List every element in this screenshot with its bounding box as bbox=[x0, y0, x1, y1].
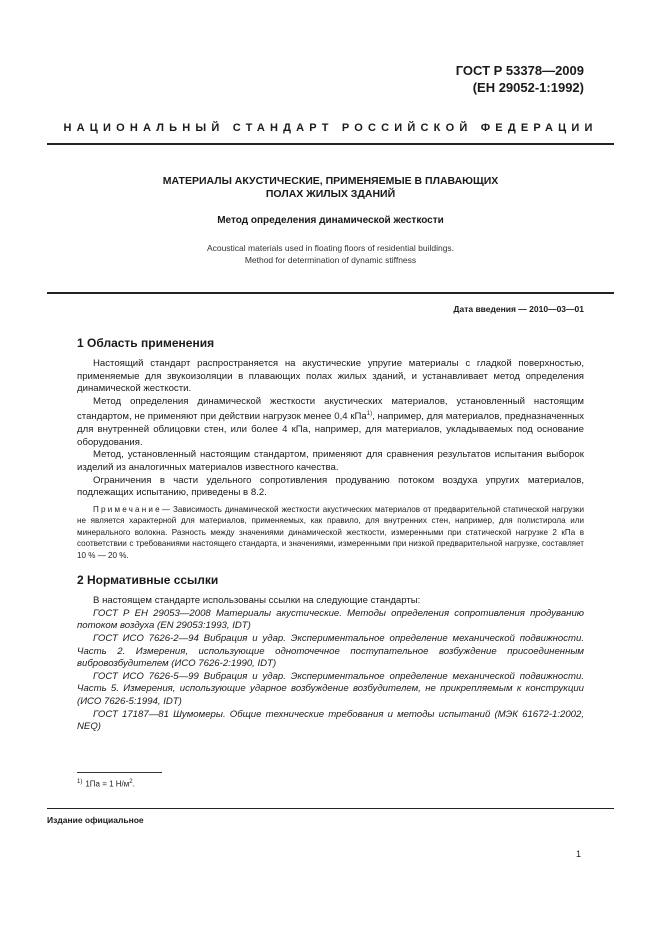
reference-code: ГОСТ ИСО 7626-5—99 bbox=[93, 670, 199, 682]
reference-code: ГОСТ Р ЕН 29053—2008 bbox=[93, 607, 211, 619]
title-line-2: ПОЛАХ ЖИЛЫХ ЗДАНИЙ bbox=[265, 188, 396, 200]
reference-code: ГОСТ ИСО 7626-2—94 bbox=[93, 633, 199, 644]
date-introduced: Дата введения — 2010—03—01 bbox=[453, 304, 584, 314]
footnote-exponent: 2 bbox=[129, 778, 133, 785]
bottom-divider bbox=[47, 808, 614, 809]
footnote-divider bbox=[77, 772, 162, 773]
section-1-note bbox=[77, 504, 584, 562]
p2-text-a: Метод определения динамической жесткости акустических материалов, установленный настоящим стандартом, не применяют при действии нагрузок менее 0,4 кПа bbox=[77, 395, 584, 423]
document-title-en bbox=[77, 242, 584, 266]
reference-item bbox=[77, 633, 584, 671]
standard-code-block bbox=[77, 62, 584, 96]
section-2-intro: В настоящем стандарте использованы ссылки на следующие стандарты: bbox=[93, 595, 421, 607]
section-1-heading: 1 Область применения bbox=[77, 336, 215, 350]
reference-text: Шумомеры. Общие технические требования и методы испытаний (МЭК 61672-1:2002, NEQ) bbox=[77, 708, 584, 733]
standard-equivalent: (ЕН 29052-1:1992) bbox=[472, 80, 584, 95]
reference-item bbox=[77, 608, 584, 633]
title-en-line-1: Acoustical materials used in floating floors of residential buildings. bbox=[206, 243, 455, 253]
reference-code: ГОСТ 17187—81 bbox=[93, 708, 169, 720]
edition-label: Издание официальное bbox=[47, 815, 144, 826]
note-label: Примечание bbox=[93, 504, 162, 514]
note-text: — Зависимость динамической жесткости акустических материалов от предварительной статической нагрузки не является характерной для материалов, применяемых, как правило, для внутренних стен, например, для полистирола или минерального волокна. Разность между значениями динамической жесткости, измеренными при статической нагрузке 2 кПа в соответствии с требованиями настоящего стандарта, и значениями, измеренными при низкой предварительной нагрузке, составляет 10 % — 20 %. bbox=[77, 504, 584, 560]
footnote-text-b: . bbox=[132, 779, 135, 789]
footnote-ref: 1) bbox=[366, 411, 373, 418]
title-line-1: МАТЕРИАЛЫ АКУСТИЧЕСКИЕ, ПРИМЕНЯЕМЫЕ В ПЛАВАЮЩИХ bbox=[162, 175, 499, 187]
section-1-paragraph-3: Метод, установленный настоящим стандартом, применяют для сравнения результатов испытания выборок изделий из аналогичных материалов известного качества. bbox=[77, 449, 584, 473]
top-divider bbox=[47, 143, 614, 145]
section-1-paragraph-2 bbox=[77, 396, 584, 450]
reference-item bbox=[77, 671, 584, 709]
section-2-heading: 2 Нормативные ссылки bbox=[77, 573, 219, 588]
title-en-line-2: Method for determination of dynamic stiffness bbox=[244, 255, 417, 265]
page-number: 1 bbox=[575, 849, 581, 859]
reference-text: Вибрация и удар. Экспериментальное определение механической подвижности. Часть 2. Измерения, использующие одноточечное поступательное возбуждение присоединенным вибровозбудителем (ИСО 7626-2:1990, IDT) bbox=[77, 633, 584, 670]
footnote-text-a: 1Па = 1 Н/м bbox=[85, 779, 130, 789]
national-standard-banner: НАЦИОНАЛЬНЫЙ СТАНДАРТ РОССИЙСКОЙ ФЕДЕРАЦИИ bbox=[63, 122, 598, 134]
reference-item bbox=[77, 709, 584, 734]
reference-text: Материалы акустические. Методы определения сопротивления продуванию потоком воздуха (EN 29053:1993, IDT) bbox=[77, 607, 584, 632]
standard-code: ГОСТ Р 53378—2009 bbox=[455, 63, 584, 78]
document-subtitle-ru: Метод определения динамической жесткости bbox=[217, 215, 444, 226]
document-title-ru bbox=[77, 175, 584, 201]
footnote bbox=[77, 779, 584, 789]
section-1-paragraph-1: Настоящий стандарт распространяется на акустические упругие материалы с гладкой поверхностью, применяемые для звукоизоляции в плавающих полах жилых зданий, и устанавливает метод определения динамической жесткости. bbox=[77, 358, 584, 395]
middle-divider bbox=[47, 292, 614, 294]
reference-text: Вибрация и удар. Экспериментальное определение механической подвижности. Часть 5. Измерения, использующие ударное возбуждение возбудителем, не прикрепляемым к конструкции (ИСО 7626-5:1994, IDT) bbox=[77, 670, 584, 707]
section-1-paragraph-4: Ограничения в части удельного сопротивления продуванию потоком воздуха упругих материалов, подлежащих испытанию, приведены в 8.2. bbox=[77, 474, 584, 499]
p2-text-b: , например, для материалов, предназначенных для внутренней облицовки стен, или более 4 кПа, например, для материалов, укладываемых под основание оборудования. bbox=[77, 411, 584, 448]
footnote-mark: 1) bbox=[77, 778, 83, 785]
